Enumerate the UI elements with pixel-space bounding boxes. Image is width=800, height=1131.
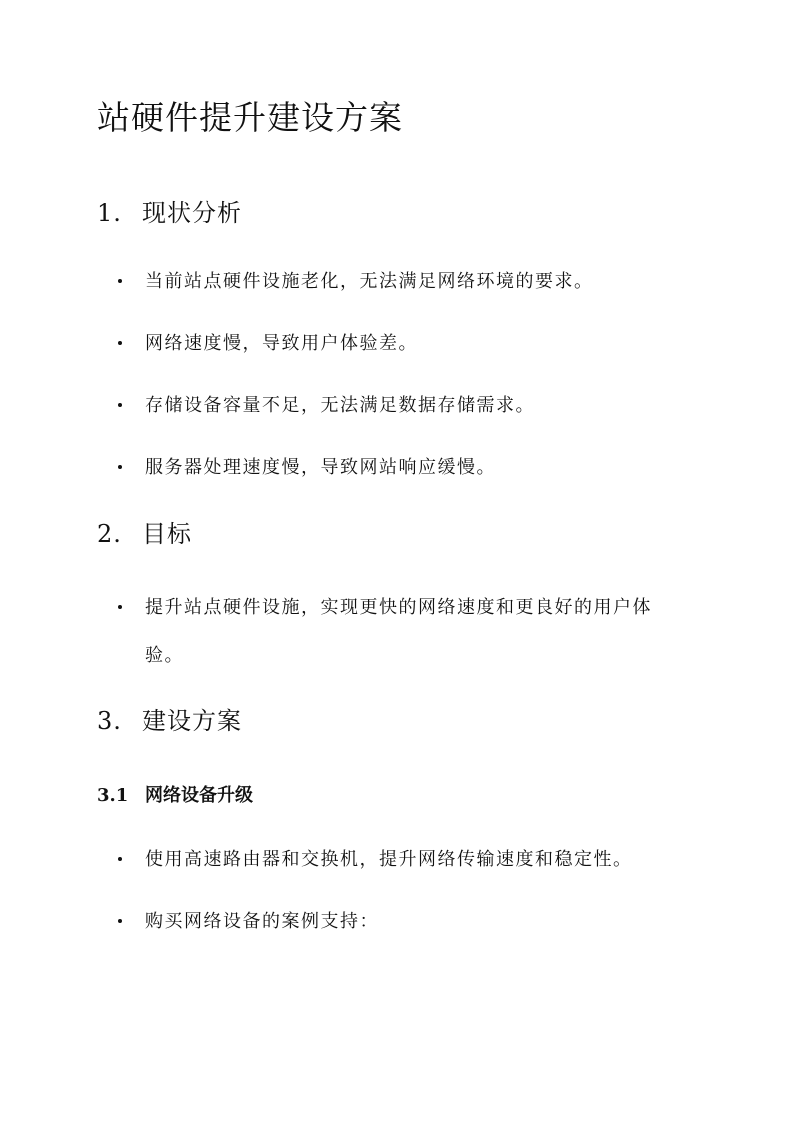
- section-heading-1: [97, 197, 242, 229]
- list-item-text: 购买网络设备的案例支持：: [145, 911, 379, 932]
- list-item: [118, 444, 678, 492]
- list-item: [118, 898, 678, 946]
- bullet-icon: [118, 605, 122, 609]
- bullet-icon: [118, 857, 122, 861]
- list-item-text: 服务器处理速度慢，导致网站响应缓慢。: [145, 457, 496, 478]
- list-item: [118, 836, 678, 884]
- section-title: 建设方案: [142, 707, 242, 735]
- bullet-icon: [118, 465, 122, 469]
- page-title: 站硬件提升建设方案: [97, 98, 403, 137]
- bullet-icon: [118, 341, 122, 345]
- section-number: 1.: [97, 199, 122, 227]
- list-item: [118, 382, 678, 430]
- section-heading-2: [97, 518, 192, 550]
- list-item-text: 提升站点硬件设施，实现更快的网络速度和更良好的用户体验。: [145, 597, 652, 666]
- bullet-icon: [118, 279, 122, 283]
- list-item: [118, 584, 666, 680]
- section-heading-3: [97, 705, 242, 737]
- list-item-text: 网络速度慢，导致用户体验差。: [145, 333, 418, 354]
- list-item-text: 存储设备容量不足，无法满足数据存储需求。: [145, 395, 535, 416]
- section-number: 3.: [97, 707, 122, 735]
- bullet-icon: [118, 403, 122, 407]
- bullet-icon: [118, 919, 122, 923]
- subsection-number: 3.1: [97, 785, 129, 806]
- section-title: 目标: [142, 520, 192, 548]
- list-item-text: 使用高速路由器和交换机，提升网络传输速度和稳定性。: [145, 849, 633, 870]
- section-title: 现状分析: [142, 199, 242, 227]
- list-item: [118, 258, 678, 306]
- section-number: 2.: [97, 520, 122, 548]
- list-item: [118, 320, 678, 368]
- list-item-text: 当前站点硬件设施老化，无法满足网络环境的要求。: [145, 271, 594, 292]
- subsection-heading-3-1: [97, 783, 253, 809]
- subsection-title: 网络设备升级: [145, 785, 253, 806]
